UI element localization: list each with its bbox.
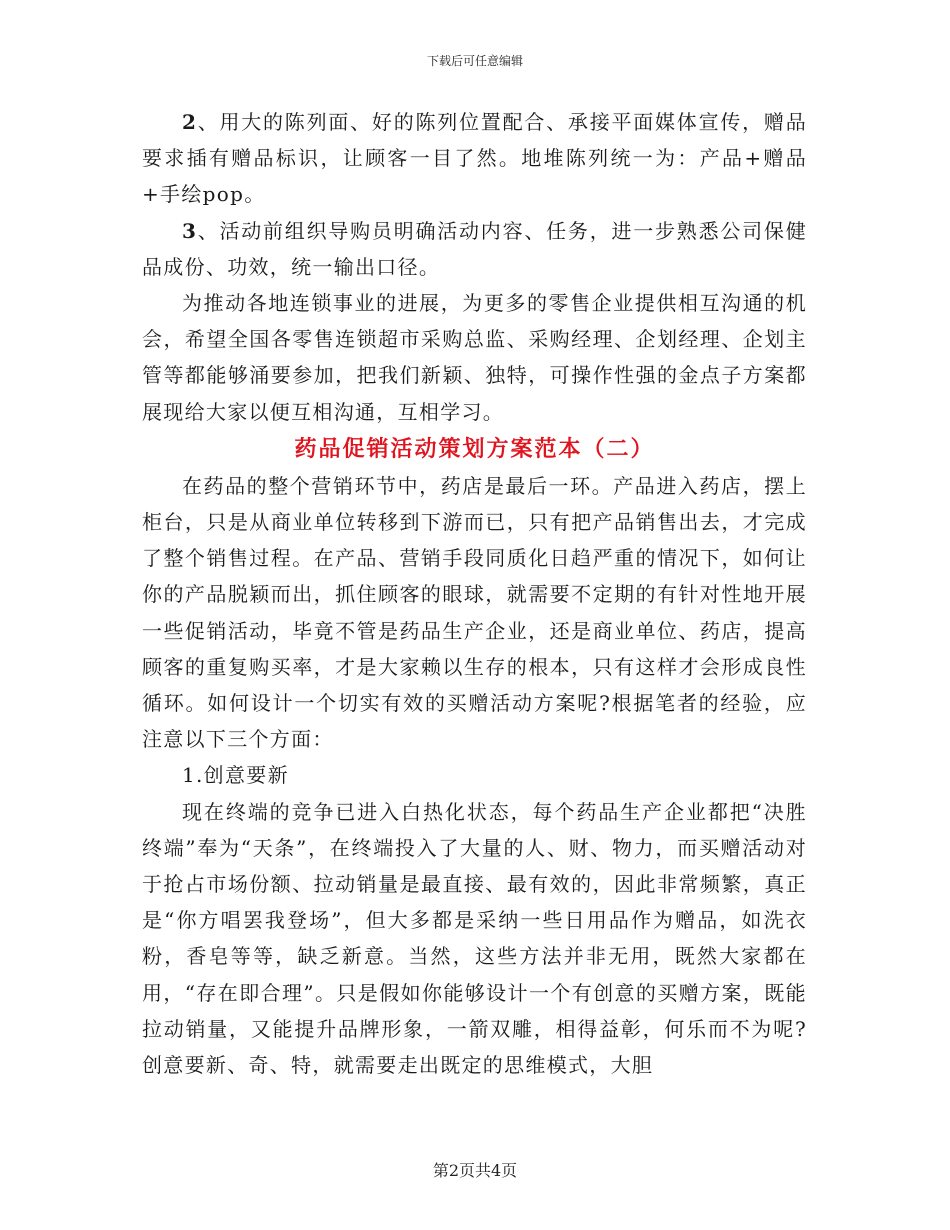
paragraph-text: 、活动前组织导购员明确活动内容、任务，进一步熟悉公司保健品成份、功效，统一输出口径。 (142, 218, 807, 279)
paragraph-text: 、用大的陈列面、好的陈列位置配合、承接平面媒体宣传，赠品要求插有赠品标识，让顾客一目了然。地堆陈列统一为：产品+赠品+手绘pop。 (142, 110, 807, 207)
paragraph-text: 为推动各地连锁事业的进展，为更多的零售企业提供相互沟通的机会，希望全国各零售连锁超市采购总监、采购经理、企划经理、企划主管等都能够涌要参加，把我们新颖、独特，可操作性强的金点子方案都展现给大家以便互相沟通，互相学习。 (142, 291, 807, 424)
section-body: 现在终端的竞争已进入白热化状态，每个药品生产企业都把“决胜终端”奉为“天条”，在终端投入了大量的人、财、物力，而买赠活动对于抢占市场份额、拉动销量是最直接、最有效的，因此非常频繁，真正是“你方唱罢我登场”，但大多都是采纳一些日用品作为赠品，如洗衣粉，香皂等等，缺乏新意。当然，这些方法并非无用，既然大家都在用，“存在即合理”。只是假如你能够设计一个有创意的买赠方案，既能拉动销量，又能提升品牌形象，一箭双雕，相得益彰，何乐而不为呢?创意要新、奇、特，就需要走出既定的思维模式，大胆 (142, 799, 807, 1078)
paragraph-closing (142, 285, 807, 430)
document-body (142, 104, 807, 1083)
section-title: 药品促销活动策划方案范本（二） (294, 435, 655, 462)
item-number: 3 (182, 218, 198, 243)
page-header: 下载后可任意编辑 (426, 54, 523, 68)
paragraph-item-2 (142, 104, 807, 213)
sub-heading: 1.创意要新 (182, 763, 289, 788)
section-intro: 在药品的整个营销环节中，药店是最后一环。产品进入药店，摆上柜台，只是从商业单位转移到下游而已，只有把产品销售出去，才完成了整个销售过程。在产品、营销手段同质化日趋严重的情况下，如何让你的产品脱颖而出，抓住顾客的眼球，就需要不定期的有针对性地开展一些促销活动，毕竟不管是药品生产企业，还是商业单位、药店，提高顾客的重复购买率，才是大家赖以生存的根本，只有这样才会形成良性循环。如何设计一个切实有效的买赠活动方案呢?根据笔者的经验，应注意以下三个方面： (142, 473, 807, 752)
page-footer: 第2页共4页 (432, 1161, 518, 1180)
paragraph-item-3 (142, 213, 807, 285)
item-number: 2 (182, 110, 198, 134)
